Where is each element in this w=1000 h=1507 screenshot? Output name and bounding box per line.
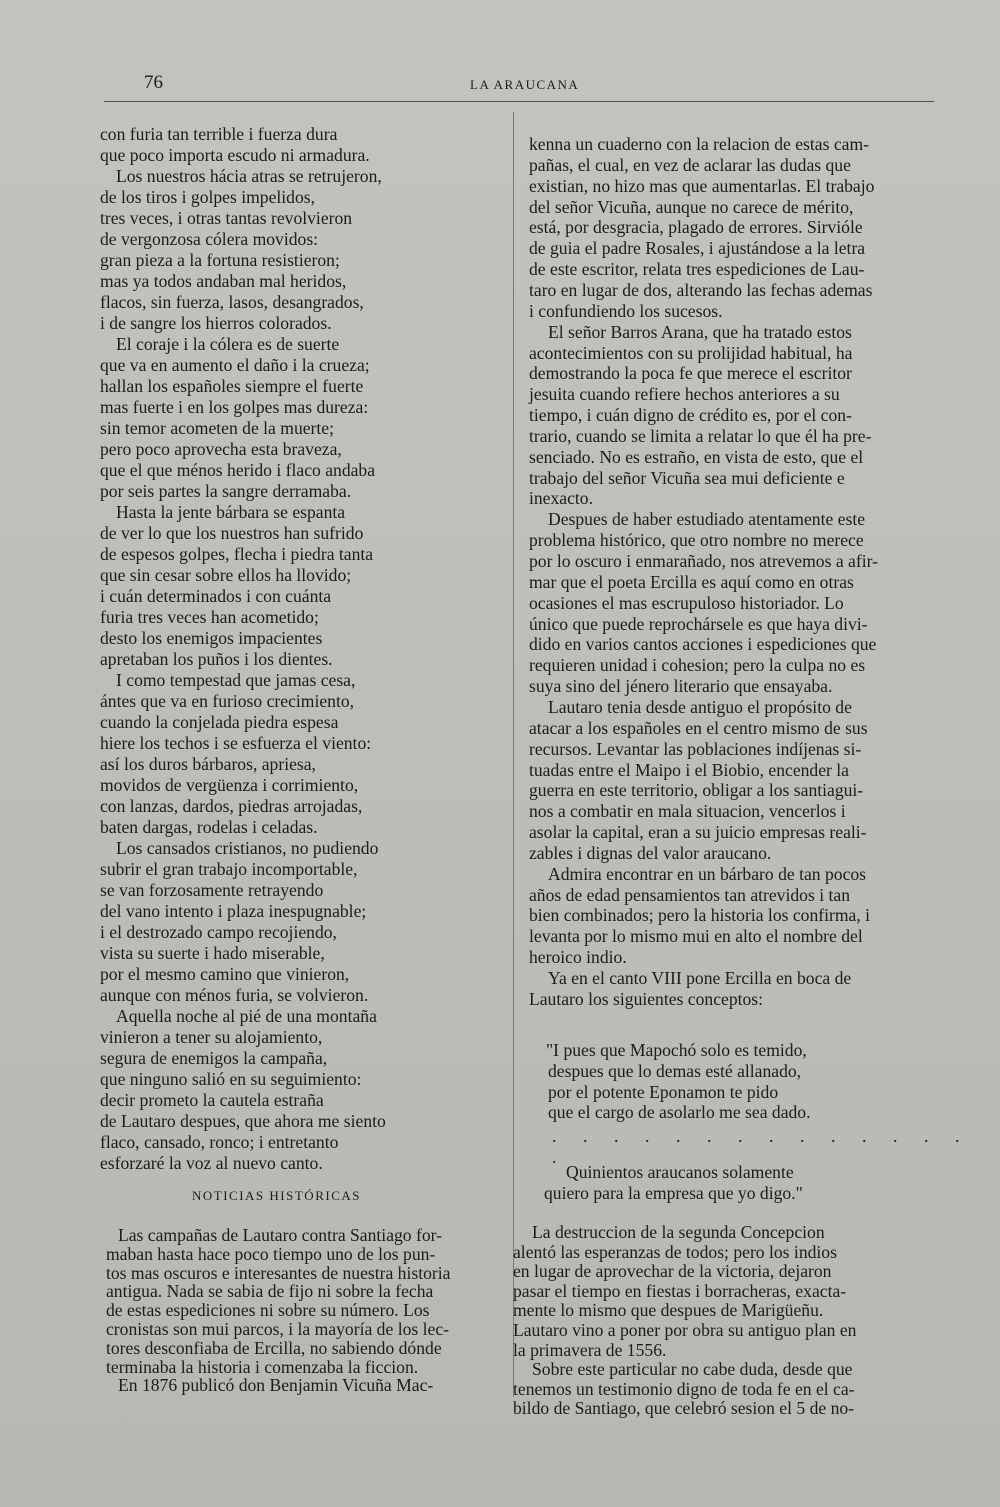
verse-line: i el destrozado campo recojiendo, bbox=[100, 922, 337, 942]
verse-line: vinieron a tener su alojamiento, bbox=[100, 1027, 323, 1047]
prose-line: de este escritor, relata tres espediciones de Lau- bbox=[529, 259, 865, 280]
prose-line: bien combinados; pero la historia los confirma, i bbox=[529, 905, 871, 926]
prose-line: senciado. No es estraño, en vista de esto, que el bbox=[529, 446, 864, 467]
prose-line: requieren unidad i cohesion; pero la culpa no es bbox=[529, 655, 866, 676]
prose-line: El señor Barros Arana, que ha tratado estos bbox=[548, 321, 852, 342]
verse-line: El coraje i la cólera es de suerte bbox=[116, 334, 340, 354]
prose-line: Admira encontrar en un bárbaro de tan pocos bbox=[548, 863, 867, 884]
quote-line: que el cargo de asolarlo me sea dado. bbox=[548, 1102, 811, 1123]
verse-line: de ver lo que los nuestros han sufrido bbox=[100, 523, 364, 543]
prose-line: existian, no hizo mas que aumentarlas. El trabajo bbox=[529, 175, 875, 196]
verse-line: Aquella noche al pié de una montaña bbox=[116, 1006, 377, 1026]
prose-line: recursos. Levantar las poblaciones indíjenas si- bbox=[529, 738, 862, 759]
prose-line: ocasiones el mas escrupuloso historiador. Lo bbox=[529, 592, 844, 613]
prose-line: alentó las esperanzas de todos; pero los indios bbox=[513, 1241, 837, 1262]
prose-line: tenemos un testimonio digno de toda fe en el ca- bbox=[513, 1378, 855, 1399]
prose-line: i confundiendo los sucesos. bbox=[529, 300, 723, 321]
prose-line: trabajo del señor Vicuña sea mui deficiente e bbox=[529, 467, 845, 488]
verse-line: así los duros bárbaros, apriesa, bbox=[100, 754, 316, 774]
prose-line: pasar el tiempo en fiestas i borracheras, exacta- bbox=[513, 1280, 847, 1301]
prose-line: jesuita cuando refiere hechos anteriores a su bbox=[529, 384, 840, 405]
prose-line: Lautaro los siguientes conceptos: bbox=[529, 988, 764, 1009]
quote-line: Quinientos araucanos solamente bbox=[566, 1162, 794, 1182]
prose-line: está, por desgracia, plagado de errores. Sirvióle bbox=[529, 217, 863, 238]
prose-line: La destruccion de la segunda Concepcion bbox=[532, 1222, 825, 1242]
column-divider bbox=[513, 112, 514, 1397]
verse-line: de vergonzosa cólera movidos: bbox=[100, 229, 319, 249]
verse-line: ántes que va en furioso crecimiento, bbox=[100, 691, 355, 711]
verse-line: por seis partes la sangre derramaba. bbox=[100, 481, 352, 501]
verse-line: cuando la conjelada piedra espesa bbox=[100, 712, 339, 732]
ellipsis-dots: . . . . . . . . . . . . . . . bbox=[552, 1126, 971, 1167]
prose-line: Ya en el canto VIII pone Ercilla en boca de bbox=[548, 968, 852, 988]
prose-line: asolar la capital, eran a su juicio empresas reali- bbox=[529, 822, 867, 843]
prose-line: Lautaro vino a poner por obra su antiguo plan en bbox=[513, 1320, 857, 1340]
prose-line: tiempo, i cuán digno de crédito es, por el con- bbox=[529, 405, 852, 426]
verse-line: subrir el gran trabajo incomportable, bbox=[100, 859, 358, 879]
quote-line: por el potente Eponamon te pido bbox=[548, 1081, 779, 1102]
prose-line: único que puede reprochársele es que haya divi- bbox=[529, 613, 868, 634]
verse-line: de los tiros i golpes impelidos, bbox=[100, 187, 316, 207]
verse-line: vista su suerte i hado miserable, bbox=[100, 943, 325, 963]
prose-line: trario, cuando se limita a relatar lo que él ha pre- bbox=[529, 425, 872, 446]
prose-line: de guia el padre Rosales, i ajustándose a la letra bbox=[529, 238, 866, 259]
prose-line: bildo de Santiago, que celebró sesion el 5 de no- bbox=[513, 1398, 855, 1419]
verse-line: desto los enemigos impacientes bbox=[100, 628, 323, 648]
verse-line: que va en aumento el daño i la crueza; bbox=[100, 355, 370, 375]
verse-line: que el que ménos herido i flaco andaba bbox=[100, 460, 376, 480]
prose-line: taro en lugar de dos, alterando las fechas ademas bbox=[529, 279, 873, 300]
prose-line: tores desconfiaba de Ercilla, no sabiendo dónde bbox=[106, 1337, 442, 1358]
verse-line: que ninguno salió en su seguimiento: bbox=[100, 1069, 362, 1089]
verse-line: aunque con ménos furia, se volvieron. bbox=[100, 985, 369, 1005]
verse-line: mas fuerte i en los golpes mas dureza: bbox=[100, 397, 369, 417]
prose-line: maban hasta hace poco tiempo uno de los pun- bbox=[106, 1243, 436, 1264]
verse-line: i cuán determinados i con cuánta bbox=[100, 586, 332, 606]
prose-line: mente lo mismo que despues de Marigüeñu. bbox=[513, 1300, 824, 1321]
verse-line: sin temor acometen de la muerte; bbox=[100, 418, 335, 438]
prose-line: zables i dignas del valor araucano. bbox=[529, 842, 772, 863]
prose-line: nos a combatir en mala situacion, vencerlos i bbox=[529, 801, 846, 822]
verse-line: furia tres veces han acometido; bbox=[100, 607, 319, 627]
quote-line: quiero para la empresa que yo digo." bbox=[544, 1182, 803, 1203]
verse-line: de espesos golpes, flecha i piedra tanta bbox=[100, 544, 374, 564]
prose-line: Despues de haber estudiado atentamente este bbox=[548, 509, 866, 530]
verse-line: del vano intento i plaza inespugnable; bbox=[100, 901, 367, 921]
prose-line: kenna un cuaderno con la relacion de estas cam- bbox=[529, 134, 869, 154]
prose-line: antigua. Nada se sabia de fijo ni sobre la fecha bbox=[106, 1281, 434, 1302]
prose-line: inexacto. bbox=[529, 488, 593, 509]
verse-line: flacos, sin fuerza, lasos, desangrados, bbox=[100, 292, 364, 312]
verse-line: se van forzosamente retrayendo bbox=[100, 880, 324, 900]
verse-line: apretaban los puños i los dientes. bbox=[100, 649, 333, 669]
prose-line: mar que el poeta Ercilla es aquí como en otras bbox=[529, 571, 854, 592]
prose-line: levanta por lo mismo mui en alto el nombre del bbox=[529, 926, 863, 947]
verse-line: de Lautaro despues, que ahora me siento bbox=[100, 1111, 386, 1131]
verse-line: esforzaré la voz al nuevo canto. bbox=[100, 1153, 323, 1173]
prose-line: acontecimientos con su prolijidad habitual, ha bbox=[529, 342, 853, 363]
prose-line: En 1876 publicó don Benjamin Vicuña Mac- bbox=[118, 1375, 434, 1396]
verse-line: I como tempestad que jamas cesa, bbox=[116, 670, 356, 690]
verse-line: por el mesmo camino que vinieron, bbox=[100, 964, 350, 984]
prose-line: por lo oscuro i enmarañado, nos atrevemos a afir- bbox=[529, 551, 878, 571]
verse-line: mas ya todos andaban mal heridos, bbox=[100, 271, 347, 291]
prose-line: tos mas oscuros e interesantes de nuestra historia bbox=[106, 1262, 451, 1283]
prose-line: heroico indio. bbox=[529, 947, 627, 968]
verse-line: con furia tan terrible i fuerza dura bbox=[100, 124, 338, 144]
prose-line: suya sino del jénero literario que ensayaba. bbox=[529, 676, 833, 697]
verse-line: flaco, cansado, ronco; i entretanto bbox=[100, 1132, 339, 1152]
verse-line: hiere los techos i se esfuerza el viento: bbox=[100, 733, 372, 753]
verse-line: Los cansados cristianos, no pudiendo bbox=[116, 838, 379, 858]
prose-line: guerra en este territorio, obligar a los santiagui- bbox=[529, 780, 864, 801]
verse-line: gran pieza a la fortuna resistieron; bbox=[100, 250, 340, 270]
section-title: NOTICIAS HISTÓRICAS bbox=[192, 1188, 361, 1203]
prose-line: la primavera de 1556. bbox=[513, 1339, 667, 1360]
prose-line: Sobre este particular no cabe duda, desde que bbox=[532, 1359, 853, 1380]
running-title: LA ARAUCANA bbox=[470, 77, 580, 92]
prose-line: atacar a los españoles en el centro mismo de sus bbox=[529, 717, 868, 738]
header-rule bbox=[104, 101, 934, 102]
prose-line: en lugar de aprovechar de la victoria, dejaron bbox=[513, 1261, 832, 1282]
verse-line: que poco importa escudo ni armadura. bbox=[100, 145, 370, 165]
prose-line: dido en varios cantos acciones i espediciones que bbox=[529, 634, 877, 655]
verse-line: movidos de vergüenza i corrimiento, bbox=[100, 775, 359, 795]
prose-line: demostrando la poca fe que merece el escritor bbox=[529, 363, 852, 384]
page-number: 76 bbox=[144, 72, 163, 93]
verse-line: i de sangre los hierros colorados. bbox=[100, 313, 332, 333]
verse-line: Hasta la jente bárbara se espanta bbox=[116, 502, 346, 522]
prose-line: problema histórico, que otro nombre no merece bbox=[529, 530, 864, 551]
prose-line: Lautaro tenia desde antiguo el propósito de bbox=[548, 696, 852, 717]
verse-line: baten dargas, rodelas i celadas. bbox=[100, 817, 318, 837]
verse-line: Los nuestros hácia atras se retrujeron, bbox=[116, 166, 382, 186]
prose-line: Las campañas de Lautaro contra Santiago for- bbox=[118, 1225, 443, 1245]
quote-line: despues que lo demas esté allanado, bbox=[548, 1060, 802, 1081]
verse-line: segura de enemigos la campaña, bbox=[100, 1048, 328, 1068]
prose-line: de estas espediciones ni sobre su número. Los bbox=[106, 1300, 430, 1321]
prose-line: cronistas son mui parcos, i la mayoría de los lec- bbox=[106, 1319, 449, 1339]
prose-line: terminaba la historia i comenzaba la ficcion. bbox=[106, 1356, 419, 1377]
verse-line: tres veces, i otras tantas revolvieron bbox=[100, 208, 353, 228]
verse-line: pero poco aprovecha esta braveza, bbox=[100, 439, 342, 459]
verse-line: con lanzas, dardos, piedras arrojadas, bbox=[100, 796, 363, 816]
prose-line: del señor Vicuña, aunque no carece de mérito, bbox=[529, 196, 854, 217]
prose-line: tuadas entre el Maipo i el Biobio, encender la bbox=[529, 759, 849, 780]
quote-line: "I pues que Mapochó solo es temido, bbox=[546, 1040, 807, 1060]
prose-line: pañas, el cual, en vez de aclarar las dudas que bbox=[529, 154, 851, 175]
prose-line: años de edad pensamientos tan atrevidos i tan bbox=[529, 884, 850, 905]
verse-line: decir prometo la cautela estraña bbox=[100, 1090, 324, 1110]
verse-line: hallan los españoles siempre el fuerte bbox=[100, 376, 364, 396]
verse-line: que sin cesar sobre ellos ha llovido; bbox=[100, 565, 352, 585]
